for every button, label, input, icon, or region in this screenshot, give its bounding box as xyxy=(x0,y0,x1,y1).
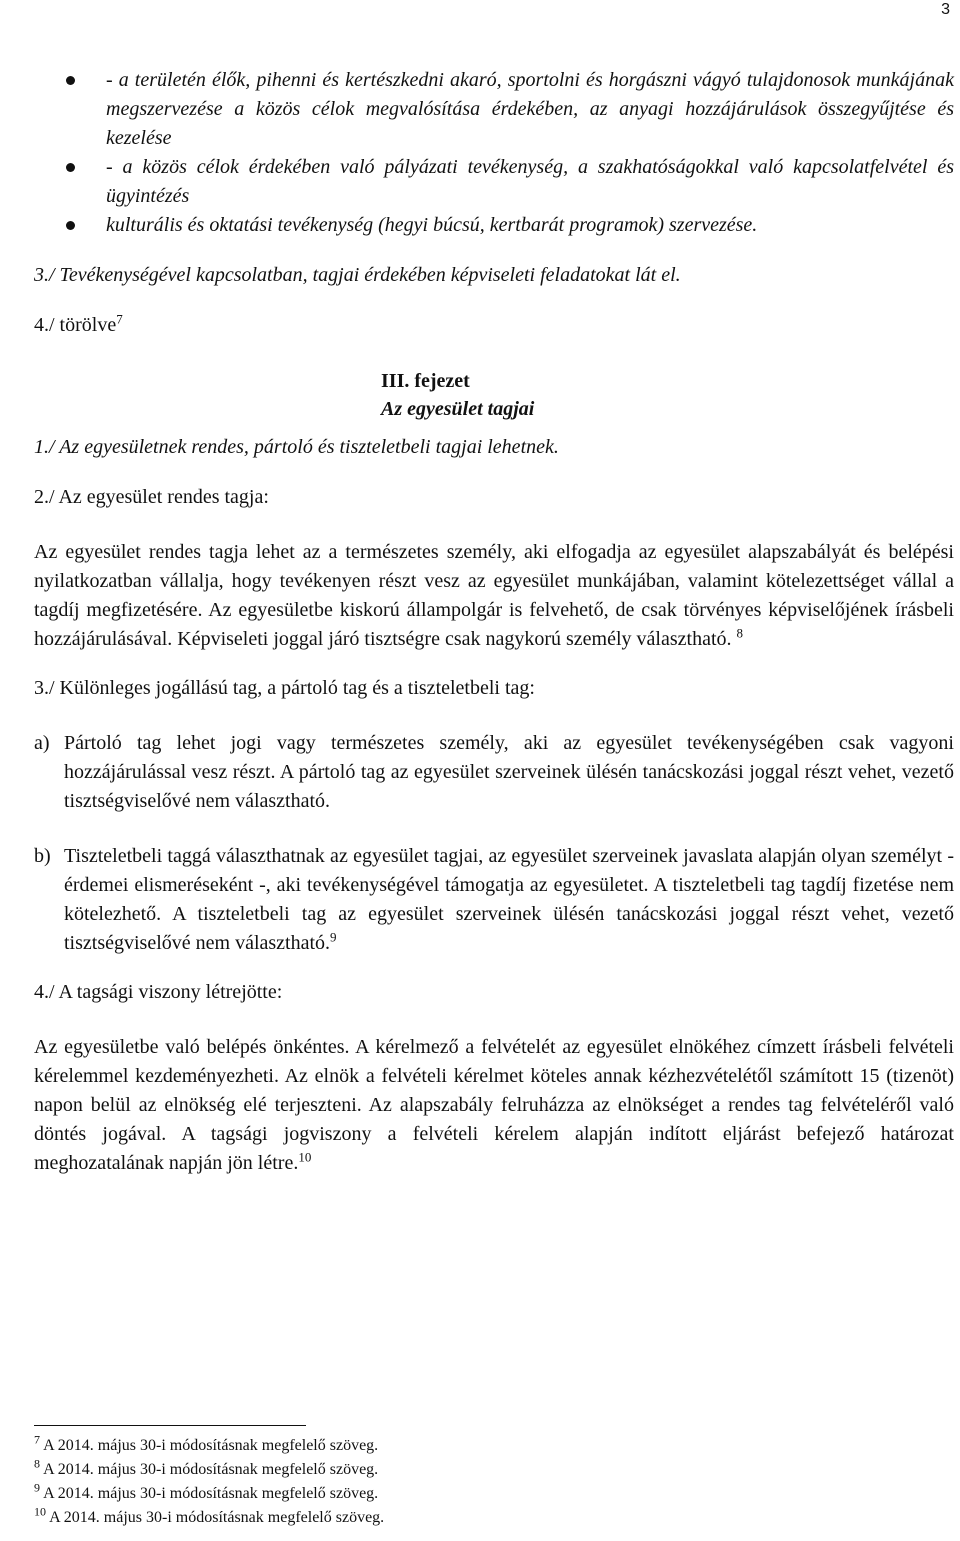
footnote-item xyxy=(34,1482,384,1506)
bullet-text: - a közös célok érdekében való pályázati tevékenység, a szakhatóságokkal való kapcsolatfelvétel és ügyintézés xyxy=(106,156,954,207)
bullet-text: kulturális és oktatási tevékenység (hegyi búcsú, kertbarát programok) szervezése. xyxy=(106,214,758,236)
page-number: 3 xyxy=(941,1,950,18)
honorary-member-item xyxy=(34,842,954,958)
footnote-reference: 7 xyxy=(116,311,123,327)
footnote-separator xyxy=(34,1425,306,1426)
footnotes xyxy=(34,1434,384,1530)
list-marker: b) xyxy=(34,845,51,867)
bullet-item xyxy=(34,153,954,211)
footnote-number: 7 xyxy=(34,1432,40,1447)
bullet-item xyxy=(34,211,954,240)
purpose-bullet-list xyxy=(34,66,954,240)
regular-member-heading: 2./ Az egyesület rendes tagja: xyxy=(34,486,269,508)
footnote-number: 9 xyxy=(34,1480,40,1495)
supporting-member-item xyxy=(34,729,954,816)
regular-member-text xyxy=(34,538,954,654)
membership-creation-text xyxy=(34,1033,954,1178)
bullet-dot-icon xyxy=(66,76,75,85)
footnote-number: 8 xyxy=(34,1456,40,1471)
bullet-dot-icon xyxy=(66,221,75,230)
bullet-dot-icon xyxy=(66,163,75,172)
list-marker: a) xyxy=(34,732,50,754)
footnote-item xyxy=(34,1506,384,1530)
chapter-heading xyxy=(34,367,954,423)
paragraph-text: Tiszteletbeli taggá választhatnak az egyesület tagjai, az egyesület szerveinek javaslata alapján olyan személyt - érdemei elismeréseként -, aki tevékenységével támogatja az egyesületet. A tiszteletbeli tag tagdíj fizetése nem kötelezhető. A tiszteletbeli tag az egyesület szerveinek ülésén tanácskozási joggal részt vehet, vezető tisztségviselővé nem választható. xyxy=(64,845,954,954)
footnote-reference: 9 xyxy=(330,929,337,945)
member-types-paragraph: 1./ Az egyesületnek rendes, pártoló és tiszteletbeli tagjai lehetnek. xyxy=(34,436,559,458)
footnote-text: A 2014. május 30-i módosításnak megfelelő szöveg. xyxy=(49,1509,385,1526)
document-body xyxy=(34,66,954,1526)
paragraph-text: Az egyesületbe való belépés önkéntes. A kérelmező a felvételét az egyesület elnökéhez címzett írásbeli felvételi kérelemmel kezdeményezheti. Az elnök a felvételi kérelmet köteles annak kézhezvételétől számított 15 (tizenöt) napon belül az elnökség elé terjeszteni. Az alapszabály felruházza az elnökséget a rendes tag felvételéről való döntés jogával. A tagsági jogviszony a felvételi kérelem alapján indított eljárást befejező határozat meghozatalának napján jön létre. xyxy=(34,1036,954,1174)
paragraph-text: 4./ törölve xyxy=(34,314,117,336)
membership-creation-heading: 4./ A tagsági viszony létrejötte: xyxy=(34,981,283,1003)
chapter-title: Az egyesület tagjai xyxy=(381,398,535,420)
special-member-heading: 3./ Különleges jogállású tag, a pártoló tag és a tiszteletbeli tag: xyxy=(34,677,535,699)
section-paragraph-3: 3./ Tevékenységével kapcsolatban, tagjai érdekében képviseleti feladatokat lát el. xyxy=(34,264,681,286)
footnote-item xyxy=(34,1434,384,1458)
footnote-text: A 2014. május 30-i módosításnak megfelelő szöveg. xyxy=(43,1437,379,1454)
paragraph-text: Az egyesület rendes tagja lehet az a természetes személy, aki elfogadja az egyesület alapszabályát és belépési nyilatkozatban vállalja, hogy tevékenyen részt vesz az egyesület munkájában, valamint kötelezettséget vállal a tagdíj megfizetésére. Az egyesületbe kiskorú állampolgár is felvehető, de csak törvényes képviselőjének írásbeli hozzájárulásával. Képviseleti joggal járó tisztségre csak nagykorú személy választható. xyxy=(34,541,954,650)
footnote-item xyxy=(34,1458,384,1482)
footnote-reference: 10 xyxy=(298,1149,312,1165)
footnote-text: A 2014. május 30-i módosításnak megfelelő szöveg. xyxy=(43,1461,379,1478)
section-paragraph-4 xyxy=(34,311,954,340)
chapter-number: III. fejezet xyxy=(381,370,470,392)
paragraph-text: Pártoló tag lehet jogi vagy természetes személy, aki az egyesület tevékenységében csak vagyoni hozzájárulással vesz részt. A pártoló tag az egyesület szerveinek ülésén tanácskozási joggal részt vehet, vezető tisztségviselővé nem választható. xyxy=(64,732,954,812)
bullet-text: - a területén élők, pihenni és kertészkedni akaró, sportolni és horgászni vágyó tulajdonosok munkájának megszervezése a közös célok megvalósítása érdekében, az anyagi hozzájárulások összegyűjtése és kezelése xyxy=(106,69,954,149)
footnote-number: 10 xyxy=(34,1504,46,1519)
bullet-item xyxy=(34,66,954,153)
footnote-text: A 2014. május 30-i módosításnak megfelelő szöveg. xyxy=(43,1485,379,1502)
footnote-reference: 8 xyxy=(736,625,744,641)
